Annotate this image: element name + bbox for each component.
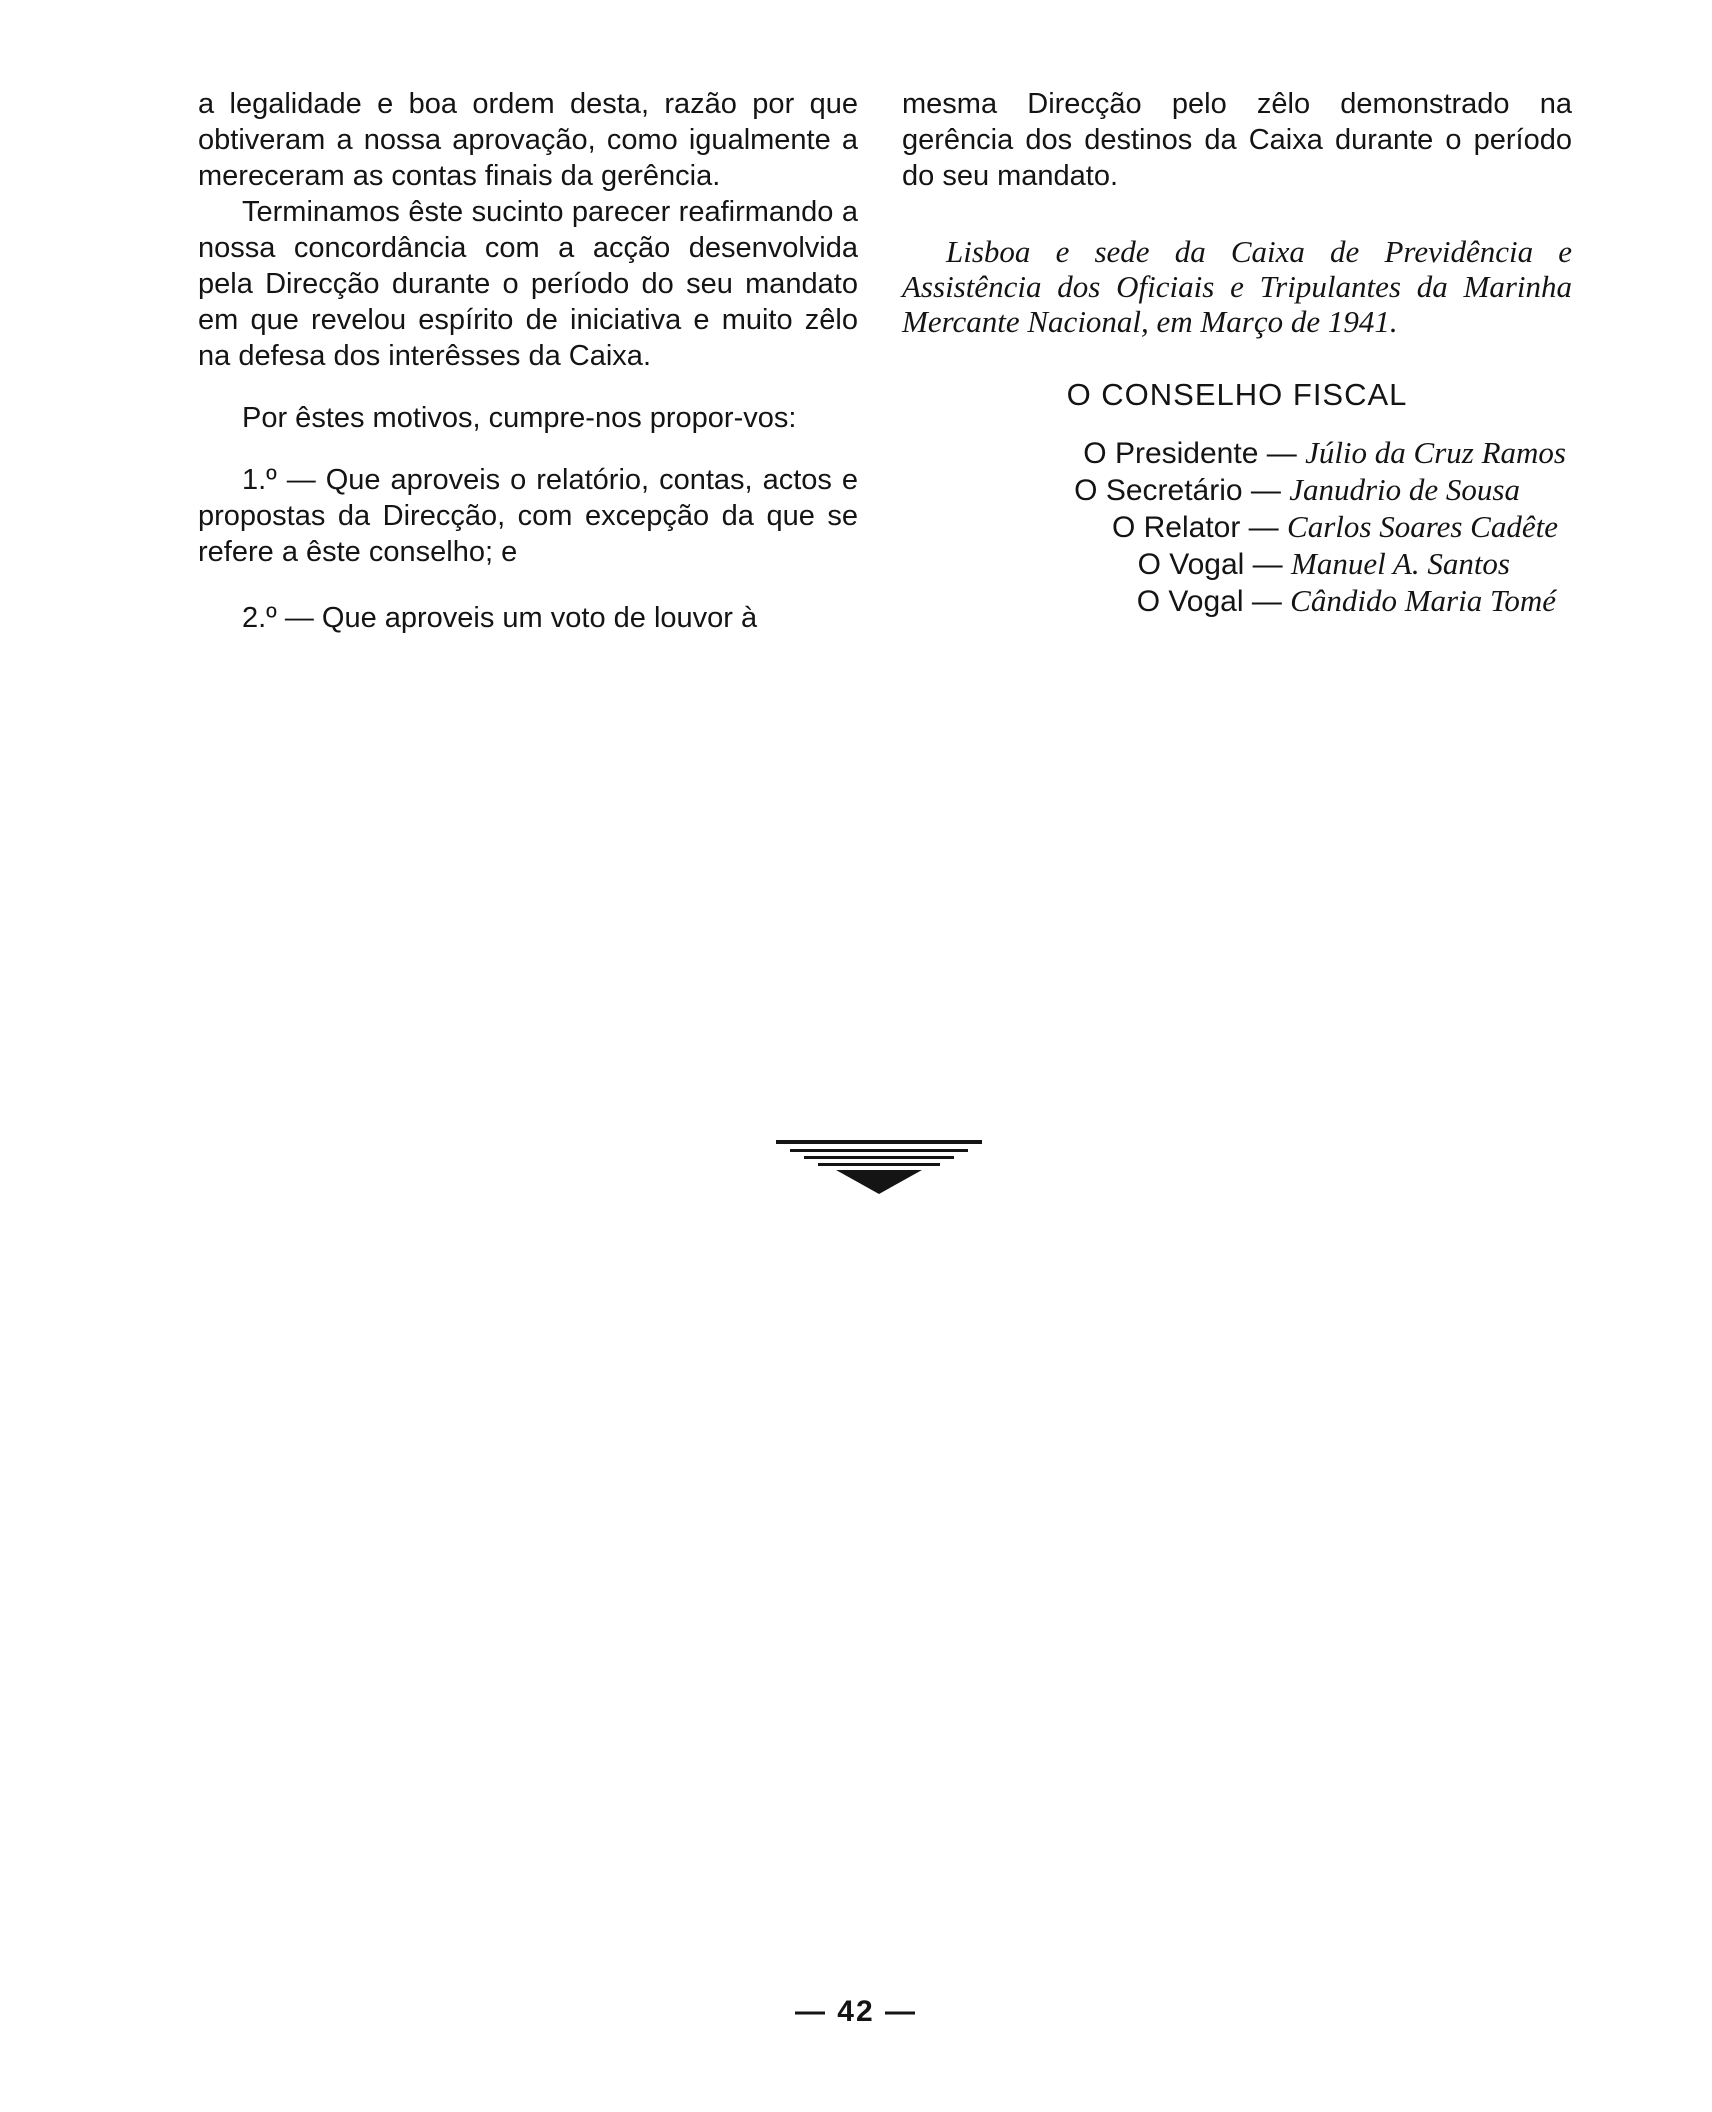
- signature-line-presidente: [902, 435, 1572, 472]
- signature-role: O Relator —: [1111, 511, 1279, 544]
- signature-role: O Vogal —: [1136, 585, 1282, 618]
- signature-name: Manuel A. Santos: [1291, 546, 1510, 581]
- paragraph-motivos: Por êstes motivos, cumpre-nos propor-vos:: [242, 402, 797, 434]
- end-ornament-icon: [776, 1140, 982, 1196]
- signature-role: O Vogal —: [1137, 548, 1283, 581]
- signature-line-secretario: [902, 472, 1572, 509]
- signature-name: Janudrio de Sousa: [1289, 472, 1520, 507]
- paragraph-terminamos: Terminamos êste sucinto parecer reafirmando a nossa concordância com a acção desenvolvida pela Direcção durante o período do seu mandato em que revelou espírito de iniciativa e muito zêlo na defesa dos interêsses da Caixa.: [198, 196, 858, 372]
- signature-name: Cândido Maria Tomé: [1290, 583, 1556, 618]
- place-and-date: Lisboa e sede da Caixa de Previdência e Assistência dos Oficiais e Tripulantes da Marinha Mercante Nacional, em Março de 1941.: [902, 234, 1572, 339]
- paragraph-mesma-direccao: mesma Direcção pelo zêlo demonstrado na gerência dos destinos da Caixa durante o período do seu mandato.: [902, 88, 1572, 192]
- signature-line-relator: [902, 509, 1572, 546]
- signature-block: [902, 435, 1572, 620]
- signature-name: Júlio da Cruz Ramos: [1305, 435, 1566, 470]
- right-column: [902, 86, 1572, 620]
- signature-name: Carlos Soares Cadête: [1287, 509, 1558, 544]
- left-column: [198, 86, 858, 636]
- page-number: — 42 —: [794, 1995, 918, 2028]
- proposal-item-1: 1.º — Que aproveis o relatório, contas, actos e propostas da Direcção, com excepção da que se refere a êste conselho; e: [198, 464, 858, 568]
- paragraph-legalidade: a legalidade e boa ordem desta, razão por que obtiveram a nossa aprovação, como igualmente a mereceram as contas finais da gerência.: [198, 88, 858, 192]
- proposal-item-2: 2.º — Que aproveis um voto de louvor à: [242, 602, 758, 634]
- council-heading: O CONSELHO FISCAL: [1066, 377, 1408, 412]
- signature-role: O Secretário —: [1074, 474, 1281, 507]
- signature-role: O Presidente —: [1083, 437, 1297, 470]
- signature-line-vogal-2: [902, 583, 1572, 620]
- signature-line-vogal-1: [902, 546, 1572, 583]
